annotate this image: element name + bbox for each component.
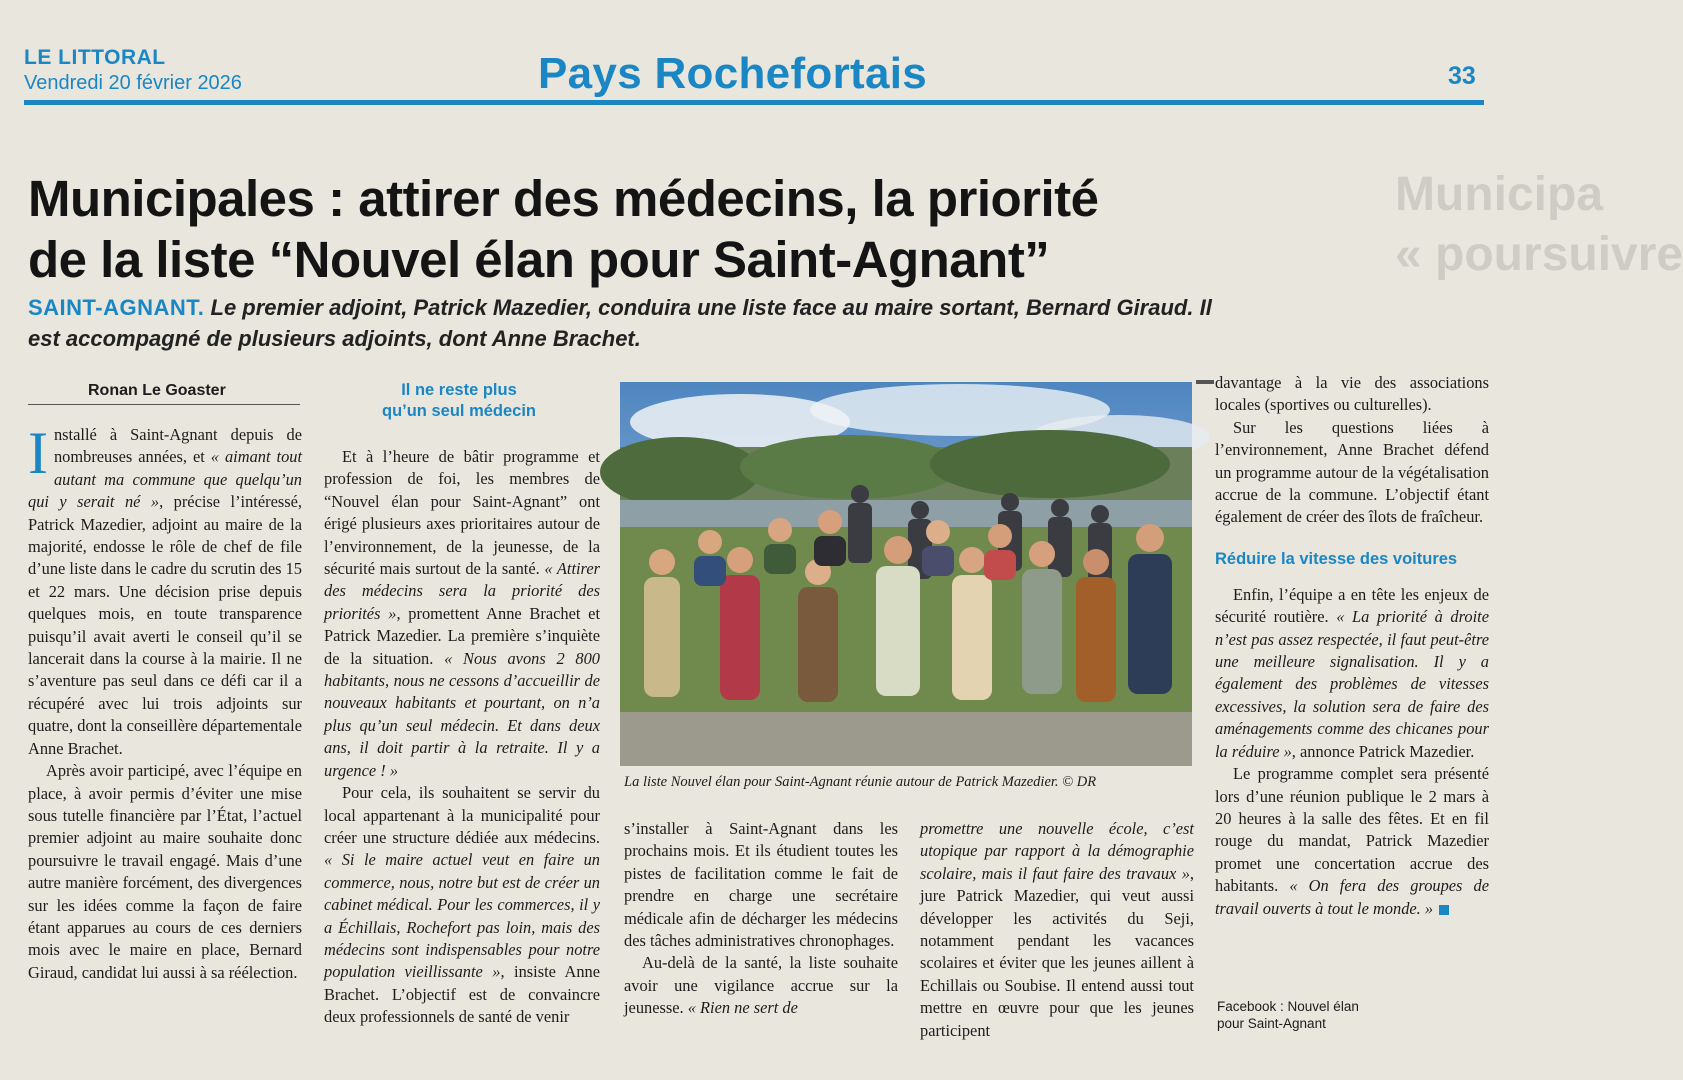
- neighbor-article-ghost: [1395, 165, 1683, 285]
- byline-rule: [28, 404, 300, 405]
- text-run: Et à l’heure de bâtir programme et profession de foi, les membres de “Nouvel élan pour Saint-Agnant” ont érigé plusieurs axes prioritaires autour de l’environnement, de la jeunesse, de la sécurité mais surtout de la santé.: [324, 447, 600, 579]
- facebook-credit: [1217, 998, 1359, 1032]
- text-run: , annonce Patrick Mazedier.: [1291, 741, 1475, 761]
- column-2: [324, 446, 600, 1029]
- text-run: Enfin, l’équipe a en tête les enjeux de sécurité routière.: [1215, 584, 1489, 627]
- quote: « On fera des groupes de travail ouverts à tout le monde. »: [1215, 876, 1489, 918]
- column-3: [624, 818, 898, 1020]
- team-photo: [620, 382, 1192, 766]
- quote: « Nous avons 2 800 habitants, nous ne cessons d’accueillir de nouveaux habitants et pourtant, on n’a plus qu’un seul médecin. Et dans deux ans, il doit partir à la retraite. Il y a urgence ! »: [324, 648, 600, 780]
- paragraph: Sur les questions liées à l’environnement, Anne Brachet défend un programme autour de la végétalisation accrue de la commune. L’objectif étant également de créer des îlots de fraîcheur.: [1215, 417, 1489, 527]
- quote: « Attirer des médecins sera la priorité des priorités »: [324, 559, 600, 623]
- headline-line: Municipales : attirer des médecins, la priorité: [28, 170, 1099, 227]
- headline-line: de la liste “Nouvel élan pour Saint-Agnant”: [28, 231, 1050, 288]
- column-rule: [1196, 380, 1214, 384]
- subhead-line: qu’un seul médecin: [381, 402, 537, 420]
- text-run: , jure Patrick Mazedier, qui veut aussi développer les activités du Seji, notamment pendant les vacances scolaires et éviter que les jeunes aillent à Echillais ou Soubise. Il entend aussi tout mettre en œuvre pour que les jeunes participent: [920, 863, 1194, 1040]
- dropcap: I: [28, 420, 48, 486]
- masthead-rule: [24, 100, 1484, 105]
- page-number: 33: [1448, 62, 1476, 90]
- headline: [28, 168, 1278, 290]
- paper-name: LE LITTORAL: [24, 46, 166, 69]
- subhead-speed: Réduire la vitesse des voitures: [1215, 549, 1458, 568]
- text-run: Au-delà de la santé, la liste souhaite avoir une vigilance accrue sur la jeunesse.: [624, 953, 898, 1018]
- dateline-place: SAINT-AGNANT.: [28, 295, 205, 320]
- masthead: [24, 46, 242, 96]
- issue-date: Vendredi 20 février 2026: [24, 72, 242, 94]
- quote: « aimant tout autant ma commune que quelqu’un qui y serait né »: [28, 447, 303, 512]
- section-title: Pays Rochefortais: [538, 49, 928, 98]
- quote: « Si le maire actuel veut en faire un commerce, nous, notre but est de créer un cabinet médical. Pour les commerces, il y a Échillais, Rochefort pas loin, mais des médecins sont indispensables pour notre population vieillissante »: [324, 850, 600, 982]
- paragraph: [624, 952, 898, 1019]
- paragraph: s’installer à Saint-Agnant dans les prochains mois. Et ils étudient toutes les pistes de facilitation comme le fait de prendre en charge une secrétaire médicale afin de décharger les médecins des tâches administratives chronophages.: [624, 819, 898, 951]
- paragraph: [1215, 584, 1489, 763]
- column-4: [920, 818, 1194, 1042]
- paragraph: [920, 818, 1194, 1042]
- text-run: , insiste Anne Brachet. L’objectif est de convaincre deux professionnels de santé de venir: [324, 962, 600, 1027]
- quote: « La priorité à droite n’est pas assez respectée, il faut peut-être une meilleure signalisation. Il y a également des problèmes de vitesses excessives, la solution sera de faire des aménagements comme des chicanes pour la réduire »: [1215, 607, 1489, 761]
- paragraph: davantage à la vie des associations locales (sportives ou culturelles).: [1215, 373, 1489, 415]
- paragraph: [1215, 763, 1489, 920]
- text-run: Pour cela, ils souhaitent se servir du local appartenant à la municipalité pour créer une structure dédiée aux médecins.: [324, 783, 600, 847]
- column-5: [1215, 372, 1489, 920]
- photo-caption: La liste Nouvel élan pour Saint-Agnant réunie autour de Patrick Mazedier. © DR: [624, 774, 1097, 790]
- ghost-line: « poursuivre: [1395, 228, 1683, 281]
- facebook-line: Facebook : Nouvel élan: [1217, 999, 1359, 1014]
- facebook-line: pour Saint-Agnant: [1217, 1016, 1326, 1031]
- paragraph: [28, 420, 303, 760]
- standfirst-text: Le premier adjoint, Patrick Mazedier, conduira une liste face au maire sortant, Bernard Giraud. Il est accompagné de plusieurs adjoints, dont Anne Brachet.: [28, 295, 1212, 351]
- paragraph: [324, 446, 600, 782]
- standfirst: [28, 292, 1228, 354]
- text-run: nstallé à Saint-Agnant depuis de nombreuses années, et: [53, 425, 302, 467]
- paragraph: [324, 782, 600, 1028]
- quote: promettre une nouvelle école, c’est utopique par rapport à la démographie scolaire, mais il faut faire des travaux »: [920, 819, 1194, 883]
- quote: « Rien ne sert de: [687, 998, 798, 1018]
- subhead-one-doctor: [328, 380, 590, 422]
- text-run: , promettent Anne Brachet et Patrick Mazedier. La première s’inquiète de la situation.: [324, 603, 600, 668]
- column-1: [28, 420, 303, 984]
- text-run: , précise l’intéressé, Patrick Mazedier, adjoint au maire de la majorité, endosse le rôle de chef de file d’une liste dans le cadre du scrutin des 15 et 22 mars. Une décision prise depuis quelques mois, en toute transparence puisqu’il avait averti le conseil qu’il se lancerait dans la course à la mairie. Il ne s’aventure pas seul dans ce défi car il a récupéré avec lui trois adjoints sur quatre, dont la conseillère départementale Anne Brachet.: [28, 492, 303, 758]
- paragraph: Après avoir participé, avec l’équipe en place, à avoir permis d’éviter une mise sous tutelle financière par l’État, l’actuel premier adjoint au maire souhaite donc poursuivre le travail engagé. Mais d’une autre manière forcément, des divergences sur les idées comme la façon de faire étant apparues au cours de ces derniers mois avec le maire en place, Bernard Giraud, candidat lui aussi à sa réélection.: [28, 761, 302, 982]
- ghost-line: Municipa: [1395, 168, 1604, 221]
- end-of-article-mark: [1439, 905, 1449, 915]
- subhead-line: Il ne reste plus: [401, 381, 517, 399]
- text-run: Le programme complet sera présenté lors d’une réunion publique le 2 mars à 20 heures à la salle des fêtes. Et en fil rouge du mandat, Patrick Mazedier promet une concertation accrue des habitants.: [1215, 764, 1489, 896]
- team-photo-illustration: [620, 382, 1192, 766]
- byline: Ronan Le Goaster: [88, 382, 226, 399]
